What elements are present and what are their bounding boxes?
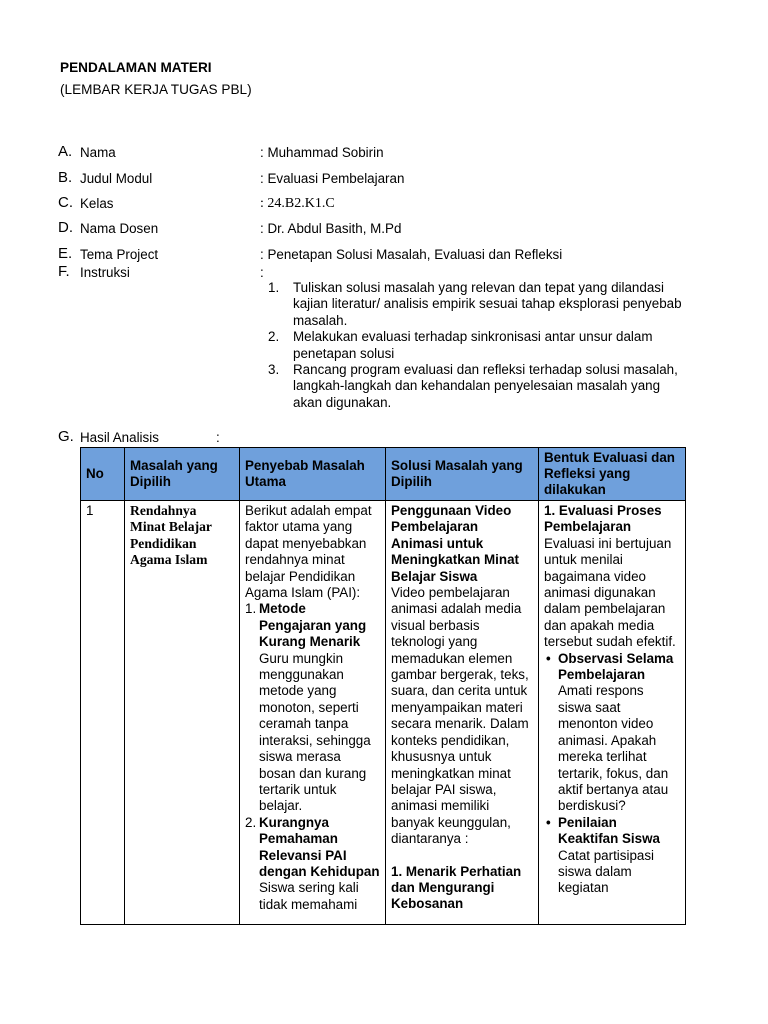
penyebab-item	[245, 601, 380, 814]
instruction-number: 3.	[268, 362, 280, 378]
col-header-no: No	[81, 448, 125, 501]
cell-no: 1	[81, 501, 125, 925]
field-hasil-analisis	[58, 430, 718, 448]
instruction-item	[268, 280, 688, 329]
col-header-evaluasi: Bentuk Evaluasi dan Refleksi yang dilakukan	[539, 448, 686, 501]
field-letter: D.	[58, 219, 73, 236]
field-letter: B.	[58, 169, 73, 186]
solusi-point-title: 1. Menarik Perhatian dan Mengurangi Kebosanan	[391, 863, 522, 912]
field-value: : Dr. Abdul Basith, M.Pd	[260, 221, 402, 236]
col-header-solusi: Solusi Masalah yang Dipilih	[386, 448, 539, 501]
penyebab-list	[245, 601, 380, 913]
field-value: : 24.B2.K1.C	[260, 196, 335, 211]
penyebab-item-title: Metode Pengajaran yang Kurang Menarik	[259, 601, 367, 650]
penyebab-intro: Berikut adalah empat faktor utama yang dapat menyebabkan rendahnya minat belajar Pendidikan Agama Islam (PAI):	[245, 503, 372, 601]
evaluasi-item-title: Observasi Selama Pembelajaran	[558, 650, 674, 683]
field-judul-modul	[58, 171, 718, 189]
field-label: Hasil Analisis	[80, 430, 159, 445]
instruction-text: Melakukan evaluasi terhadap sinkronisasi antar unsur dalam penetapan solusi	[293, 329, 653, 361]
evaluasi-text: Evaluasi ini bertujuan untuk menilai bagaimana video animasi digunakan dalam pembelajaran dan apakah media tersebut sudah efektif.	[544, 535, 676, 650]
instruction-item	[268, 329, 688, 362]
cell-solusi	[386, 501, 539, 925]
field-label: Instruksi	[80, 265, 130, 280]
cell-penyebab	[240, 501, 386, 925]
field-colon: :	[216, 430, 220, 445]
page-subtitle: (LEMBAR KERJA TUGAS PBL)	[60, 82, 252, 97]
evaluasi-item-text: Amati respons siswa saat menonton video animasi. Apakah mereka terlihat tertarik, fokus, dan aktif bertanya atau berdiskusi?	[558, 683, 669, 814]
instruction-list	[268, 280, 688, 411]
analysis-table	[80, 447, 686, 925]
bullet-icon: •	[546, 814, 551, 830]
table-row	[81, 501, 686, 925]
field-letter: E.	[58, 245, 73, 262]
field-tema-project	[58, 247, 718, 265]
instruction-text: Rancang program evaluasi dan refleksi terhadap solusi masalah, langkah-langkah dan kehandalan penyelesaian masalah yang akan digunakan.	[293, 362, 678, 410]
penyebab-item-text: Guru mungkin menggunakan metode yang monoton, seperti ceramah tanpa interaksi, sehingga siswa merasa bosan dan kurang tertarik untuk belajar.	[259, 650, 371, 814]
field-letter: A.	[58, 143, 73, 160]
table-header-row	[81, 448, 686, 501]
field-label: Judul Modul	[80, 171, 153, 186]
evaluasi-item-text: Catat partisipasi siswa dalam kegiatan	[558, 847, 655, 896]
field-label: Tema Project	[80, 247, 159, 262]
instruction-number: 2.	[268, 329, 280, 345]
field-nama-dosen	[58, 221, 718, 239]
field-label: Nama	[80, 145, 116, 160]
penyebab-number: 2.	[245, 814, 257, 830]
field-letter: G.	[58, 428, 74, 445]
solusi-text: Video pembelajaran animasi adalah media visual berbasis teknologi yang memadukan elemen gambar bergerak, teks, suara, dan cerita untuk menyampaikan materi secara menarik. Dalam konteks pendidikan, khususnya untuk meningkatkan minat belajar PAI siswa, animasi memiliki banyak keunggulan, diantaranya :	[391, 585, 529, 847]
page-title: PENDALAMAN MATERI	[60, 60, 212, 75]
field-label: Kelas	[80, 196, 114, 211]
penyebab-item-text: Siswa sering kali tidak memahami	[259, 880, 359, 912]
field-value: : Muhammad Sobirin	[260, 145, 384, 160]
penyebab-number: 1.	[245, 601, 257, 617]
bullet-icon: •	[546, 650, 551, 666]
field-letter: F.	[58, 263, 70, 280]
masalah-text: Rendahnya Minat Belajar Pendidikan Agama Islam	[130, 503, 212, 568]
field-value: : Penetapan Solusi Masalah, Evaluasi dan Refleksi	[260, 247, 563, 262]
instruction-text: Tuliskan solusi masalah yang relevan dan tepat yang dilandasi kajian literatur/ analisis empirik sesuai tahap eksplorasi penyebab masalah.	[293, 280, 682, 328]
field-label: Nama Dosen	[80, 221, 159, 236]
col-header-masalah: Masalah yang Dipilih	[125, 448, 240, 501]
field-letter: C.	[58, 194, 73, 211]
field-kelas	[58, 196, 718, 214]
cell-masalah	[125, 501, 240, 925]
evaluasi-list	[544, 651, 680, 897]
field-nama	[58, 145, 718, 163]
instruction-item	[268, 362, 688, 411]
col-header-penyebab: Penyebab Masalah Utama	[240, 448, 386, 501]
field-value: : Evaluasi Pembelajaran	[260, 171, 405, 186]
cell-evaluasi	[539, 501, 686, 925]
penyebab-item-title: Kurangnya Pemahaman Relevansi PAI dengan Kehidupan	[259, 814, 380, 879]
penyebab-item	[245, 815, 380, 913]
evaluasi-item	[544, 815, 680, 897]
solusi-title: Penggunaan Video Pembelajaran Animasi untuk Meningkatkan Minat Belajar Siswa	[391, 503, 519, 584]
field-value: :	[260, 265, 264, 280]
evaluasi-title: 1. Evaluasi Proses Pembelajaran	[544, 503, 662, 535]
evaluasi-item-title: Penilaian Keaktifan Siswa	[558, 814, 660, 847]
evaluasi-item	[544, 651, 680, 815]
instruction-number: 1.	[268, 280, 280, 295]
